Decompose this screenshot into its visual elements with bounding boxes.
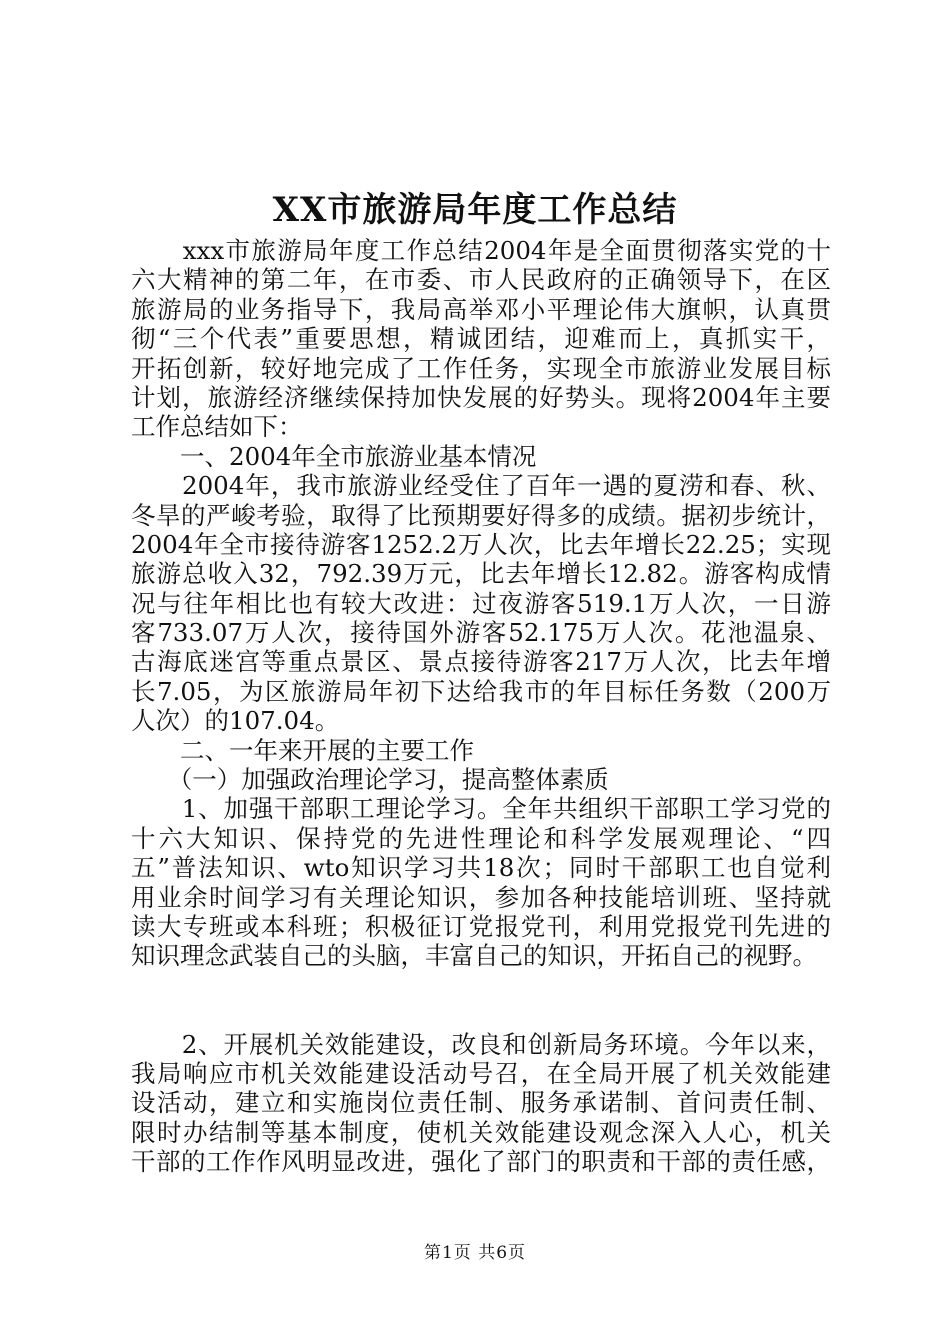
text-line: 2004年，我市旅游业经受住了百年一遇的夏涝和春、秋、	[131, 471, 831, 501]
text-line: 2、开展机关效能建设，改良和创新局务环境。今年以来，	[131, 1029, 831, 1059]
text-line: 十六大知识、保持党的先进性理论和科学发展观理论、“四	[131, 823, 831, 853]
text-line: 开拓创新，较好地完成了工作任务，实现全市旅游业发展目标	[131, 353, 831, 383]
text-line: 冬旱的严峻考验，取得了比预期要好得多的成绩。据初步统计，	[131, 500, 831, 530]
text-line: 1、加强干部职工理论学习。全年共组织干部职工学习党的	[131, 794, 831, 824]
text-line: 彻“三个代表”重要思想，精诚团结，迎难而上，真抓实干，	[131, 324, 831, 354]
text-line: 古海底迷宫等重点景区、景点接待游客217万人次，比去年增	[131, 647, 831, 677]
text-line: 计划，旅游经济继续保持加快发展的好势头。现将2004年主要	[131, 382, 831, 412]
text-line: 限时办结制等基本制度，使机关效能建设观念深入人心，机关	[131, 1117, 831, 1147]
text-line: 旅游总收入32，792.39万元，比去年增长12.82。游客构成情	[131, 559, 831, 589]
text-line: 我局响应市机关效能建设活动号召，在全局开展了机关效能建	[131, 1058, 831, 1088]
text-line: 况与往年相比也有较大改进：过夜游客519.1万人次，一日游	[131, 588, 831, 618]
blank-line	[131, 971, 831, 1030]
text-line: 2004年全市接待游客1252.2万人次，比去年增长22.25；实现	[131, 529, 831, 559]
text-line: 长7.05，为区旅游局年初下达给我市的年目标任务数（200万	[131, 676, 831, 706]
text-line: 用业余时间学习有关理论知识，参加各种技能培训班、坚持就	[131, 882, 831, 912]
text-line: 工作总结如下：	[131, 412, 303, 442]
text-line: 一、2004年全市旅游业基本情况	[131, 441, 537, 471]
page-footer: 第1页 共6页	[423, 1243, 527, 1263]
text-line: 六大精神的第二年，在市委、市人民政府的正确领导下，在区	[131, 265, 831, 295]
text-line: 客733.07万人次，接待国外游客52.175万人次。花池温泉、	[131, 618, 831, 648]
text-line: （一）加强政治理论学习，提高整体素质	[131, 765, 609, 795]
text-line: 二、一年来开展的主要工作	[131, 735, 474, 765]
text-line: xxx市旅游局年度工作总结2004年是全面贯彻落实党的十	[131, 236, 831, 265]
text-line: 知识理念武装自己的头脑，丰富自己的知识，开拓自己的视野。	[131, 941, 817, 971]
text-line: 五”普法知识、wto知识学习共18次；同时干部职工也自觉利	[131, 853, 831, 883]
text-line: 设活动，建立和实施岗位责任制、服务承诺制、首问责任制、	[131, 1088, 831, 1118]
document-body	[131, 236, 831, 1177]
text-line: 旅游局的业务指导下，我局高举邓小平理论伟大旗帜，认真贯	[131, 294, 831, 324]
document-title: XX市旅游局年度工作总结	[272, 190, 678, 230]
text-line: 人次）的107.04。	[131, 706, 340, 736]
text-line: 干部的工作作风明显改进，强化了部门的职责和干部的责任感，	[131, 1147, 831, 1177]
text-line: 读大专班或本科班；积极征订党报党刊，利用党报党刊先进的	[131, 911, 831, 941]
